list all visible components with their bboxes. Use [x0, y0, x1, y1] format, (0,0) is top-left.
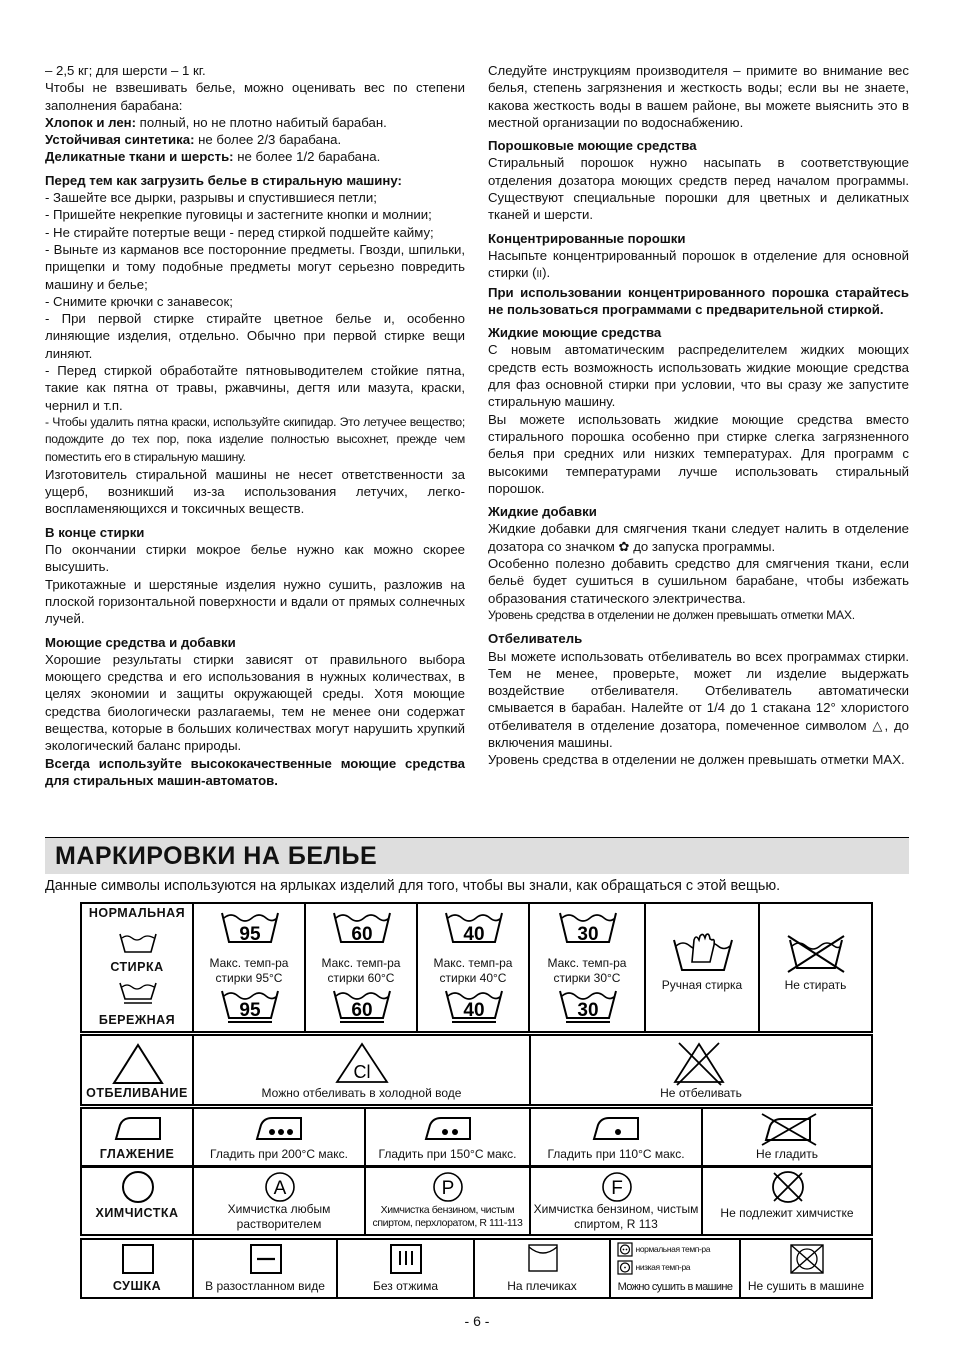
dry-no-spin-cell: Без отжима	[337, 1239, 474, 1298]
hand-wash-icon	[672, 932, 734, 974]
paragraph: Устойчивая синтетика: не более 2/3 барабана.	[45, 132, 342, 148]
bleach-triangle-icon	[111, 1042, 165, 1086]
paragraph: По окончании стирки мокрое белье нужно как можно скорее высушить.	[45, 542, 465, 575]
gentle-wash-60-icon	[332, 988, 392, 1024]
iron-200-cell: Гладить при 200°С макс.	[193, 1108, 365, 1166]
svg-text:95: 95	[239, 924, 261, 944]
right-column	[488, 62, 909, 769]
no-tumble-dry-icon	[787, 1243, 827, 1275]
paragraph: Уровень средства в отделении не должен превышать отметки MAX.	[488, 607, 855, 622]
svg-text:60: 60	[351, 924, 373, 944]
chlorine-bleach-icon	[334, 1041, 390, 1085]
wash-symbols-table	[80, 902, 873, 1033]
dry-clean-symbols-table	[80, 1166, 873, 1236]
svg-text:A: A	[273, 1178, 287, 1199]
iron-one-dot-icon	[591, 1115, 641, 1143]
wash-60-cell: 60 Макс. темп-ра стирки 60°С 60	[305, 903, 417, 1032]
svg-text:F: F	[611, 1178, 623, 1199]
heading: Порошковые моющие средства	[488, 138, 697, 154]
gentle-wash-95-icon	[220, 988, 280, 1024]
wash-60-icon	[332, 910, 392, 944]
heading: Жидкие добавки	[488, 504, 597, 520]
gentle-wash-icon	[118, 981, 158, 1007]
wash-30-icon	[558, 910, 618, 944]
svg-text:30: 30	[577, 924, 599, 944]
paragraph: С новым автоматическим распределителем жидких моющих средств есть возможность использовать жидкие моющие средства для фаз основной стирки при условии, что вы сразу же запустите стиральную машину.	[488, 342, 909, 410]
paragraph: Насыпьте концентрированный порошок в отделение для основной стирки (ΙΙ).	[488, 247, 909, 281]
svg-text:40: 40	[463, 924, 485, 944]
heading: В конце стирки	[45, 524, 145, 540]
dry-clean-p-cell: P Химчистка бензином, чистым спиртом, перхлоратом, R 111-113	[365, 1167, 530, 1235]
heading: Моющие средства и добавки	[45, 634, 236, 650]
svg-text:Cl: Cl	[353, 1062, 371, 1082]
page-number: - 6 -	[464, 1313, 490, 1329]
svg-text:40: 40	[463, 1000, 485, 1021]
dry-flat-icon	[249, 1243, 283, 1275]
gentle-wash-30-icon	[558, 988, 618, 1024]
bleach-cold-cell: Cl Можно отбеливать в холодной воде	[193, 1035, 530, 1105]
no-wash-icon	[786, 934, 846, 974]
list-item: - Не стирайте потертые вещи - перед стиркой подшейте кайму;	[45, 224, 434, 240]
svg-text:30: 30	[577, 1000, 599, 1021]
wash-40-cell: 40 Макс. темп-ра стирки 40°С 40	[417, 903, 529, 1032]
paragraph: Чтобы не взвешивать белье, можно оценивать вес по степени заполнения барабана:	[45, 80, 465, 113]
list-item: - Выньте из карманов все посторонние предметы. Гвозди, шпильки, прищепки и тому подобные предметы могут серьезно повредить машину и белье;	[45, 241, 465, 292]
list-item: - Чтобы удалить пятна краски, используйте скипидар. Это летучее вещество; подождите до тех пор, пока изделие полностью высохнет, прежде чем поместить его в стиральную машину.	[45, 414, 465, 464]
section-intro: Данные символы используются на ярлыках изделий для того, чтобы вы знали, как обращаться с этой вещью.	[45, 878, 781, 894]
tumble-dry-normal-icon	[617, 1242, 633, 1257]
no-bleach-icon	[671, 1039, 727, 1087]
section-title: МАРКИРОВКИ НА БЕЛЬЕ	[55, 842, 378, 870]
list-item: - При первой стирке стирайте цветное белье и, особенно линяющие изделия, отдельно. Обычно при первой стирке вещи линяют.	[45, 311, 465, 361]
list-item: - Пришейте некрепкие пуговицы и застегните кнопки и молнии;	[45, 207, 432, 223]
no-iron-icon	[758, 1112, 818, 1146]
left-column	[45, 62, 465, 789]
paragraph: Жидкие добавки для смягчения ткани следует налить в отделение дозатора со значком ✿ до запуска программы.	[488, 521, 909, 554]
wash-95-icon	[220, 910, 280, 944]
svg-text:60: 60	[351, 1000, 373, 1021]
iron-150-cell: Гладить при 150°С макс.	[365, 1108, 530, 1166]
wash-basin-icon	[118, 930, 158, 954]
tumble-dry-low-icon	[617, 1260, 633, 1275]
paragraph: Хлопок и лен: полный, но не плотно набитый барабан.	[45, 114, 387, 130]
dry-clean-category-cell: ХИМЧИСТКА	[81, 1167, 193, 1235]
drying-category-cell: СУШКА	[81, 1239, 193, 1298]
gentle-wash-40-icon	[444, 988, 504, 1024]
main-wash-icon: ΙΙ	[536, 269, 543, 281]
paragraph: Деликатные ткани и шерсть: не более 1/2 барабана.	[45, 149, 381, 165]
iron-110-cell: Гладить при 110°С макс.	[530, 1108, 702, 1166]
iron-icon	[113, 1115, 163, 1143]
bleach-symbols-table	[80, 1034, 873, 1106]
paragraph: Вы можете использовать отбеливатель во всех программах стирки. Тем не менее, проверьте, может ли изделие выдержать воздействие отбеливателя. Отбеливатель автоматически смывается в барабан. Налейте от 1/4 до 1 стакана 12° хлористого отбеливателя в отделение дозатора, помеченное символом △, до включения машины.	[488, 648, 909, 750]
drying-symbols-table	[80, 1238, 873, 1299]
no-iron-cell: Не гладить	[702, 1108, 872, 1166]
no-bleach-cell: Не отбеливать	[530, 1035, 872, 1105]
dry-clean-f-cell: F Химчистка бензином, чистым спиртом, R 113	[530, 1167, 702, 1235]
no-wash-cell: Не стирать	[759, 903, 872, 1032]
list-item: - Перед стиркой обработайте пятновыводителем стойкие пятна, такие как пятна от травы, ржавчины, дегтя или мазута, краски, чернил и т.п.	[45, 363, 465, 413]
iron-two-dots-icon	[423, 1115, 473, 1143]
paragraph: Всегда используйте высококачественные моющие средства для стиральных машин-автоматов.	[45, 755, 465, 788]
paragraph: Стиральный порошок нужно насыпать в соответствующие отделения дозатора моющих средств перед началом программы. Существуют специальные порошки для цветных и деликатных тканей и шерсти.	[488, 155, 909, 223]
drip-dry-icon	[389, 1243, 423, 1275]
list-item: - Зашейте все дырки, разрывы и спустившиеся петли;	[45, 190, 377, 206]
dry-clean-circle-icon	[121, 1170, 155, 1204]
section-title-bar	[45, 837, 909, 874]
wash-95-cell: 95 Макс. темп-ра стирки 95°С 95	[193, 903, 305, 1032]
wash-category-cell: НОРМАЛЬНАЯ СТИРКА БЕРЕЖНАЯ	[81, 903, 193, 1032]
paragraph: Трикотажные и шерстяные изделия нужно сушить, разложив на плоской горизонтальной поверхности и вдали от прямых солнечных лучей.	[45, 576, 465, 627]
dry-clean-f-icon	[600, 1170, 634, 1204]
no-dry-clean-cell: Не подлежит химчистке	[702, 1167, 872, 1235]
iron-three-dots-icon	[254, 1115, 304, 1143]
paragraph: Хорошие результаты стирки зависят от правильного выбора моющего средства и его использования в нужных количествах, в целях экономии и защиты окружающей среды. Хотя моющие средства биологически разлагаемы, тем не менее они содержат вещества, которые в больших количествах могут нарушить хрупкий экологический баланс природы.	[45, 651, 465, 754]
paragraph: Особенно полезно добавить средство для смягчения ткани, если бельё будет сушиться в сушильном барабане, чтобы избежать образования статического электричества.	[488, 556, 909, 606]
dry-flat-cell: В разостланном виде	[193, 1239, 337, 1298]
dry-clean-a-cell: A Химчистка любым растворителем	[193, 1167, 365, 1235]
wash-30-cell: 30 Макс. темп-ра стирки 30°С 30	[529, 903, 645, 1032]
paragraph: Вы можете использовать жидкие моющие средства вместо стирального порошка особенно при стирке слегка загрязненного белья при средних или низких температурах. Для программ с высокими температурами лучше использовать стиральный порошок.	[488, 411, 909, 496]
paragraph: – 2,5 кг; для шерсти – 1 кг.	[45, 63, 206, 78]
no-dry-clean-icon	[768, 1169, 808, 1205]
paragraph: При использовании концентрированного порошка старайтесь не пользоваться программами с предварительной стиркой.	[488, 284, 909, 317]
heading: Отбеливатель	[488, 631, 583, 647]
iron-category-cell: ГЛАЖЕНИЕ	[81, 1108, 193, 1166]
hand-wash-cell: Ручная стирка	[645, 903, 759, 1032]
heading: Жидкие моющие средства	[488, 325, 662, 341]
bleach-icon: △	[872, 717, 885, 733]
paragraph: Изготовитель стиральной машины не несет ответственности за ущерб, возникший из-за использования летучих, легко-воспламеняющихся и токсичных веществ.	[45, 466, 465, 517]
heading: Концентрированные порошки	[488, 230, 686, 246]
iron-symbols-table	[80, 1107, 873, 1167]
paragraph: Уровень средства в отделении не должен превышать отметки MAX.	[488, 752, 905, 768]
paragraph: Следуйте инструкциям производителя – примите во внимание вес белья, степень загрязнения и жесткость воды; если вы не знаете, какова жесткость воды в вашем районе, вы можете выяснить это в местной организации по водоснабжению.	[488, 63, 909, 130]
list-item: - Снимите крючки с занавесок;	[45, 293, 233, 309]
bleach-category-cell: ОТБЕЛИВАНИЕ	[81, 1035, 193, 1105]
dry-hang-cell: На плечиках	[474, 1239, 610, 1298]
no-tumble-dry-cell: Не сушить в машине	[740, 1239, 872, 1298]
wash-40-icon	[444, 910, 504, 944]
heading: Перед тем как загрузить белье в стиральную машину:	[45, 172, 402, 188]
softener-icon: ✿	[618, 538, 630, 554]
line-dry-icon	[527, 1243, 559, 1273]
drying-square-icon	[121, 1243, 155, 1275]
svg-text:95: 95	[239, 1000, 261, 1021]
dry-clean-a-icon	[263, 1170, 297, 1204]
svg-text:P: P	[441, 1178, 455, 1199]
tumble-dry-cell: нормальная темп-ра низкая темп-ра Можно сушить в машине	[610, 1239, 740, 1298]
dry-clean-p-icon	[431, 1170, 465, 1204]
